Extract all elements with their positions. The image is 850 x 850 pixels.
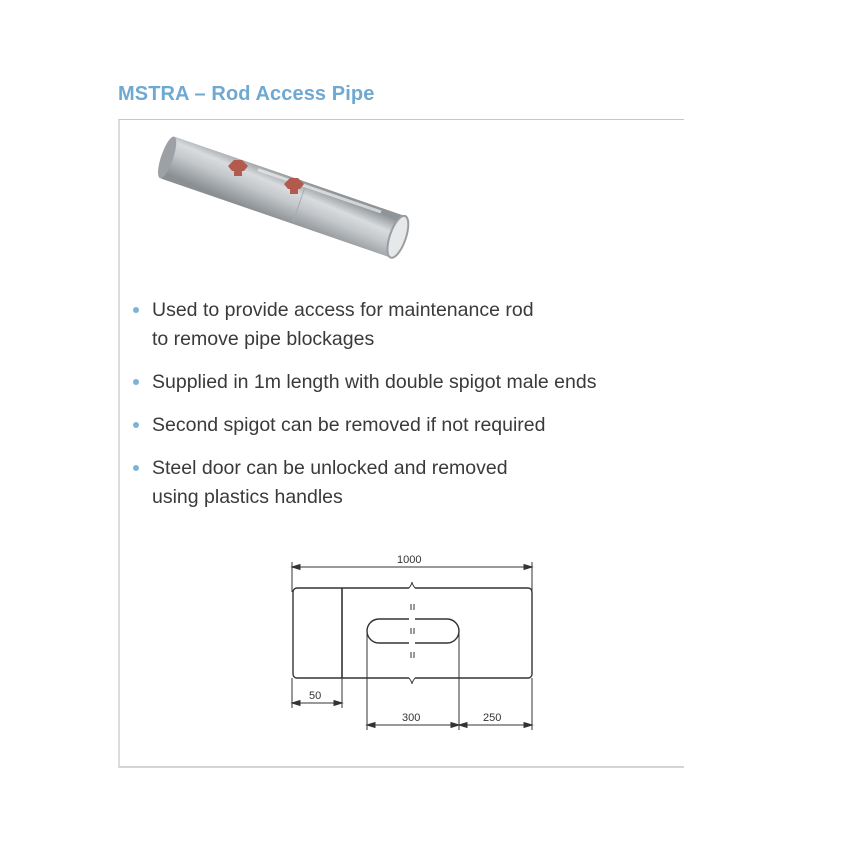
feature-list	[133, 296, 673, 526]
feature-item	[133, 411, 673, 440]
dim-door-length: 300	[402, 712, 421, 724]
bullet-icon	[133, 379, 139, 385]
bullet-icon	[133, 465, 139, 471]
feature-text: to remove pipe blockages	[152, 328, 375, 350]
dim-door-offset: 250	[483, 712, 502, 724]
bullet-icon	[133, 422, 139, 428]
feature-text: Steel door can be unlocked and removed	[152, 457, 508, 479]
dim-overall-length: 1000	[397, 554, 422, 566]
bullet-icon	[133, 307, 139, 313]
feature-text: Used to provide access for maintenance rod	[152, 299, 534, 321]
feature-item	[133, 454, 673, 512]
feature-text: using plastics handles	[152, 486, 343, 508]
feature-item	[133, 296, 673, 354]
feature-text: Supplied in 1m length with double spigot male ends	[152, 371, 597, 393]
product-photo	[148, 124, 418, 284]
feature-item	[133, 368, 673, 397]
feature-text: Second spigot can be removed if not required	[152, 414, 546, 436]
page-title: MSTRA – Rod Access Pipe	[118, 83, 375, 105]
technical-drawing	[285, 550, 545, 735]
dim-spigot-length: 50	[309, 690, 322, 702]
